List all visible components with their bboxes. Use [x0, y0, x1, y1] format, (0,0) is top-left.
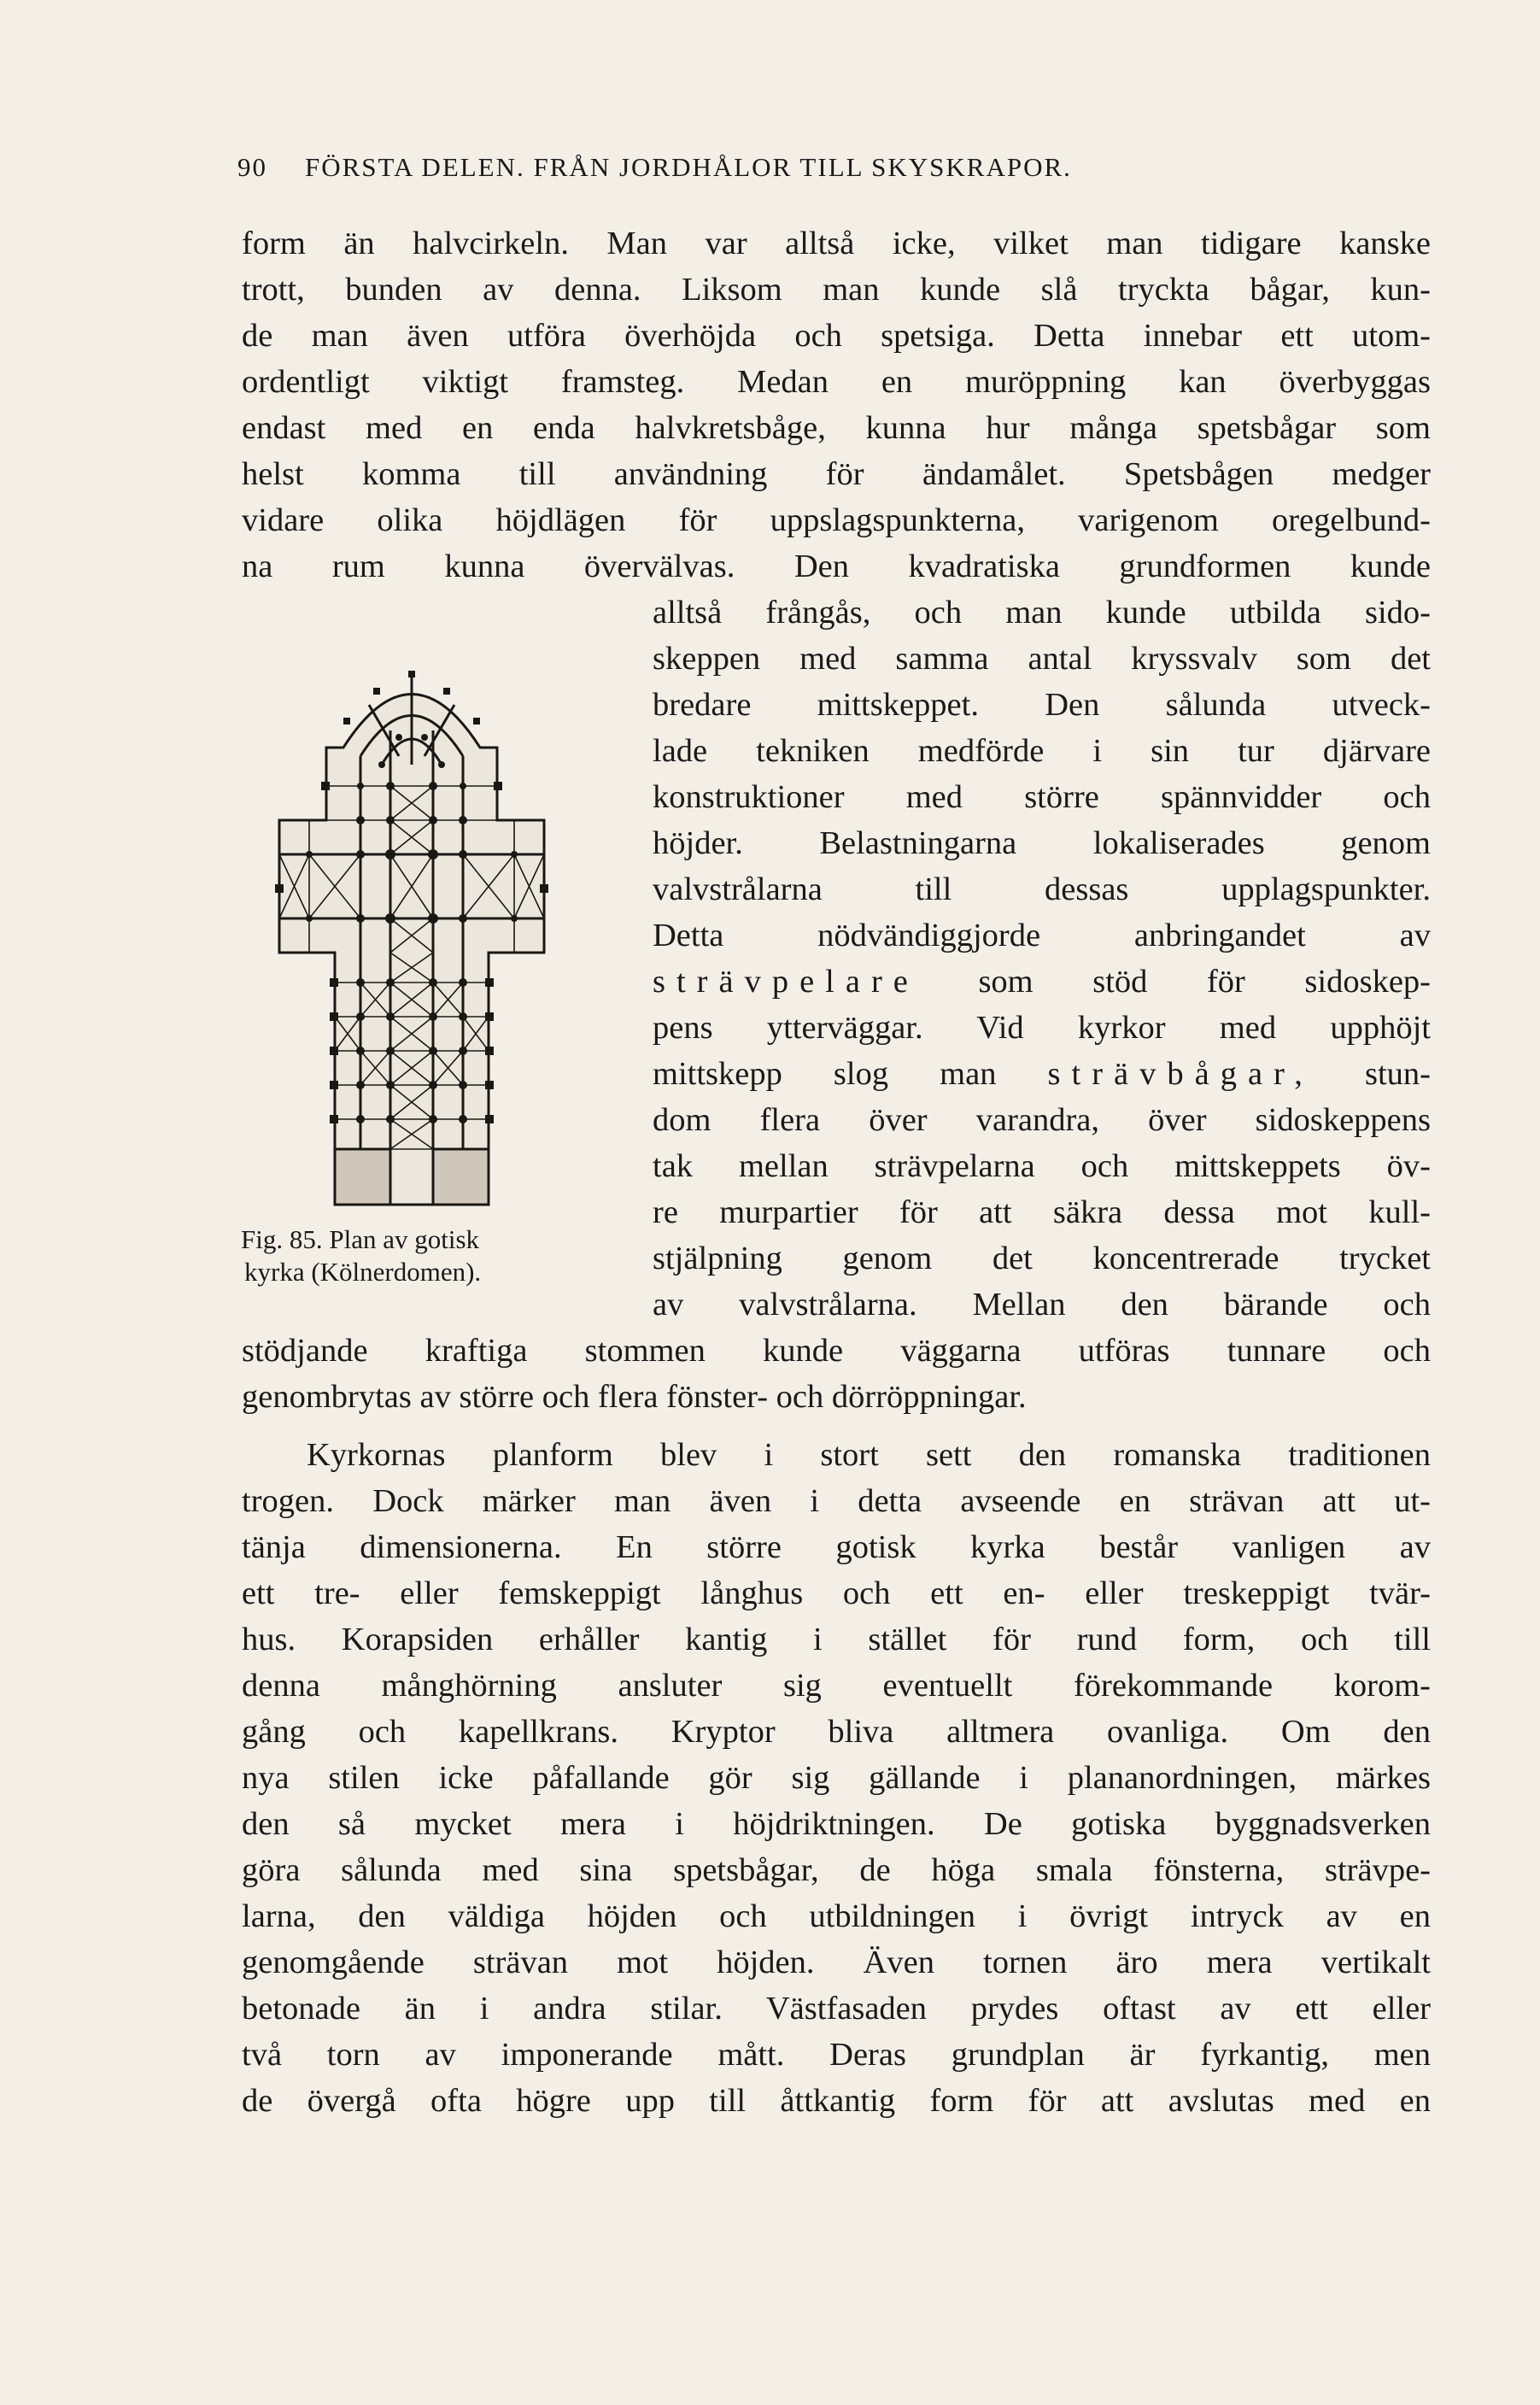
- text-line-emphasis: [653, 958, 1431, 1006]
- text-line: lade tekniken medförde i sin tur djärvare: [653, 733, 1431, 769]
- text-line: dom flera över varandra, över sidoskeppens: [653, 1102, 1431, 1138]
- text-line: skeppen med samma antal kryssvalv som det: [653, 641, 1431, 677]
- text-line: [242, 1431, 1431, 1479]
- text-line: vidare olika höjdlägen för uppslagspunkterna, varigenom oregelbund-: [242, 502, 1431, 538]
- text-line: alltså frångås, och man kunde utbilda sido-: [653, 595, 1431, 631]
- text-fragment: stun-: [1365, 1056, 1431, 1092]
- text-fragment: Kyrkornas planform blev i stort sett den romanska traditionen: [307, 1437, 1431, 1473]
- text-line-emphasis: [653, 1050, 1431, 1098]
- text-line: hus. Korapsiden erhåller kantig i stället för rund form, och till: [242, 1622, 1431, 1657]
- text-line: bredare mittskeppet. Den sålunda utveck-: [653, 687, 1431, 723]
- text-line: tak mellan strävpelarna och mittskeppets öv-: [653, 1148, 1431, 1184]
- text-line: trogen. Dock märker man även i detta avseende en strävan att ut-: [242, 1483, 1431, 1519]
- text-line: valvstrålarna till dessas upplagspunkter.: [653, 871, 1431, 907]
- text-line: helst komma till användning för ändamålet. Spetsbågen medger: [242, 456, 1431, 492]
- text-line: de övergå ofta högre upp till åttkantig form för att avslutas med en: [242, 2083, 1431, 2119]
- text-line: re murpartier för att säkra dessa mot kull-: [653, 1194, 1431, 1230]
- text-fragment: mittskepp slog man: [653, 1056, 997, 1092]
- running-title: FÖRSTA DELEN. FRÅN JORDHÅLOR TILL SKYSKRAPOR.: [305, 152, 1072, 182]
- text-line: pens ytterväggar. Vid kyrkor med upphöjt: [653, 1010, 1431, 1046]
- text-line: göra sålunda med sina spetsbågar, de höga smala fönsterna, strävpe-: [242, 1852, 1431, 1888]
- text-line: endast med en enda halvkretsbåge, kunna hur många spetsbågar som: [242, 410, 1431, 446]
- text-line: den så mycket mera i höjdriktningen. De gotiska byggnadsverken: [242, 1806, 1431, 1842]
- text-line: denna månghörning ansluter sig eventuellt förekommande korom-: [242, 1668, 1431, 1704]
- emphasized-term: strävpelare: [653, 964, 919, 1000]
- emphasized-term: strävbågar,: [1047, 1056, 1314, 1092]
- running-header: [237, 152, 1433, 183]
- caption-line: kyrka (Kölnerdomen).: [244, 1257, 482, 1287]
- text-line: genombrytas av större och flera fönster- och dörröppningar.: [242, 1379, 1027, 1415]
- text-line: trott, bunden av denna. Liksom man kunde slå tryckta bågar, kun-: [242, 272, 1431, 308]
- text-line: betonade än i andra stilar. Västfasaden prydes oftast av ett eller: [242, 1991, 1431, 2027]
- text-line: tänja dimensionerna. En större gotisk kyrka består vanligen av: [242, 1529, 1431, 1565]
- text-line: genomgående strävan mot höjden. Även tornen äro mera vertikalt: [242, 1945, 1431, 1980]
- text-line: av valvstrålarna. Mellan den bärande och: [653, 1287, 1431, 1323]
- text-line: ett tre- eller femskeppigt långhus och ett en- eller treskeppigt tvär-: [242, 1575, 1431, 1611]
- caption-line: Fig. 85. Plan av gotisk: [241, 1224, 480, 1254]
- text-line: nya stilen icke påfallande gör sig gällande i plananordningen, märkes: [242, 1760, 1431, 1796]
- text-line: larna, den väldiga höjden och utbildningen i övrigt intryck av en: [242, 1898, 1431, 1934]
- text-line: stödjande kraftiga stommen kunde väggarna utföras tunnare och: [242, 1333, 1431, 1369]
- figure-caption: [241, 1223, 617, 1288]
- page-number: 90: [237, 152, 267, 182]
- text-line: stjälpning genom det koncentrerade trycket: [653, 1241, 1431, 1276]
- text-line: gång och kapellkrans. Kryptor bliva alltmera ovanliga. Om den: [242, 1714, 1431, 1750]
- text-line: konstruktioner med större spännvidder och: [653, 779, 1431, 815]
- text-line: na rum kunna övervälvas. Den kvadratiska grundformen kunde: [242, 548, 1431, 584]
- text-line: höjder. Belastningarna lokaliserades genom: [653, 825, 1431, 861]
- text-line: två torn av imponerande mått. Deras grundplan är fyrkantig, men: [242, 2037, 1431, 2073]
- cathedral-floor-plan-figure: [241, 636, 583, 1230]
- text-line: form än halvcirkeln. Man var alltså icke, vilket man tidigare kanske: [242, 226, 1431, 261]
- text-fragment: som stöd för sidoskep-: [978, 964, 1431, 1000]
- text-line: ordentligt viktigt framsteg. Medan en muröppning kan överbyggas: [242, 364, 1431, 400]
- text-line: Detta nödvändiggjorde anbringandet av: [653, 918, 1431, 953]
- text-line: de man även utföra överhöjda och spetsiga. Detta innebar ett utom-: [242, 318, 1431, 354]
